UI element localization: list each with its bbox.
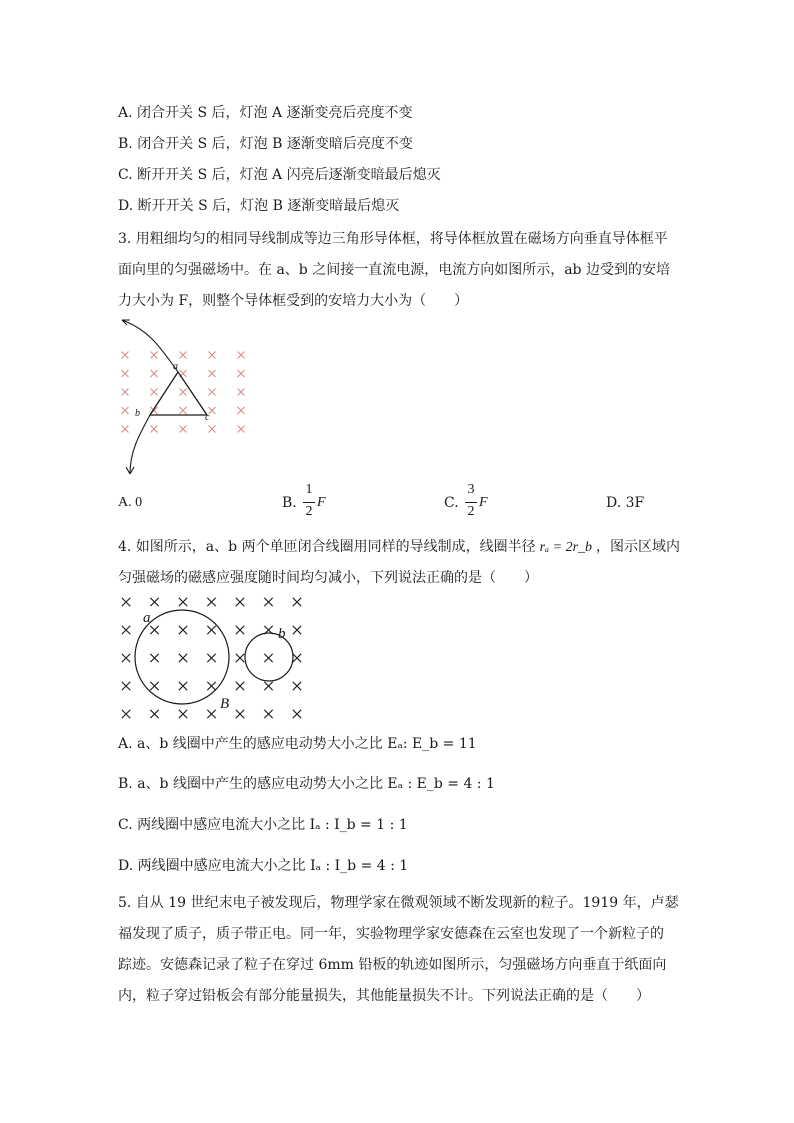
- field-cross-mark: [151, 370, 158, 377]
- q3-current-wire-in: [122, 320, 178, 372]
- q3-option-a: A. 0: [118, 495, 143, 510]
- q3-option-b-suffix: F: [317, 495, 326, 510]
- q3-figure: [110, 312, 260, 482]
- field-cross-mark: [122, 682, 130, 690]
- field-cross-mark: [180, 407, 187, 414]
- field-cross-mark: [264, 682, 272, 690]
- q3-magnetic-field-crosses: [122, 352, 245, 433]
- field-cross-mark: [207, 654, 215, 662]
- field-cross-mark: [179, 654, 187, 662]
- q4-option-d: D. 两线圈中感应电流大小之比 Iₐ : I_b = 4 : 1: [118, 858, 409, 874]
- q3-triangle-frame: [150, 372, 207, 415]
- q2-option-b: B. 闭合开关 S 后，灯泡 B 逐渐变暗后亮度不变: [118, 136, 413, 152]
- q2-option-c: C. 断开开关 S 后，灯泡 A 闪亮后逐渐变暗最后熄灭: [118, 167, 441, 183]
- field-cross-mark: [122, 654, 130, 662]
- q3-option-d: D. 3F: [606, 495, 645, 511]
- field-cross-mark: [293, 654, 301, 662]
- q3-label-c: c: [205, 412, 210, 423]
- field-cross-mark: [179, 598, 187, 606]
- q4-stem-line2: 匀强磁场的磁感应强度随时间均匀减小，下列说法正确的是（ ）: [118, 570, 538, 586]
- field-cross-mark: [122, 626, 130, 634]
- q2-option-a: A. 闭合开关 S 后，灯泡 A 逐渐变亮后亮度不变: [118, 105, 413, 121]
- field-cross-mark: [179, 710, 187, 718]
- field-cross-mark: [122, 598, 130, 606]
- field-cross-mark: [179, 682, 187, 690]
- q5-stem-line2: 福发现了质子，质子带正电。同一年，实验物理学家安德森在云室也发现了一个新粒子的: [118, 926, 664, 942]
- field-cross-mark: [180, 352, 187, 359]
- q3-option-c-numerator: 3: [467, 482, 475, 497]
- q5-stem-line1: 5. 自从 19 世纪末电子被发现后，物理学家在微观领域不断发现新的粒子。1919 年，卢瑟: [118, 895, 679, 911]
- field-cross-mark: [238, 389, 245, 396]
- field-cross-mark: [122, 407, 129, 414]
- field-cross-mark: [151, 352, 158, 359]
- q4-label-b: b: [278, 626, 286, 642]
- field-cross-mark: [236, 626, 244, 634]
- q4-option-a: A. a、b 线圈中产生的感应电动势大小之比 Eₐ: E_b = 11: [118, 736, 477, 752]
- q3-option-b-fraction-bar: [303, 502, 315, 503]
- field-cross-mark: [209, 352, 216, 359]
- field-cross-mark: [151, 389, 158, 396]
- field-cross-mark: [179, 626, 187, 634]
- field-cross-mark: [238, 370, 245, 377]
- field-cross-mark: [236, 654, 244, 662]
- q3-stem-line2: 面向里的匀强磁场中。在 a、b 之间接一直流电源，电流方向如图所示，ab 边受到的安培: [118, 262, 670, 278]
- field-cross-mark: [122, 352, 129, 359]
- field-cross-mark: [209, 407, 216, 414]
- field-cross-mark: [236, 598, 244, 606]
- field-cross-mark: [238, 426, 245, 433]
- field-cross-mark: [207, 710, 215, 718]
- field-cross-mark: [293, 682, 301, 690]
- q4-stem-line1: [118, 537, 680, 558]
- q3-stem-line1: 3. 用粗细均匀的相同导线制成等边三角形导体框，将导体框放置在磁场方向垂直导体框平: [118, 231, 668, 247]
- q3-option-c-suffix: F: [479, 495, 488, 510]
- field-cross-mark: [264, 598, 272, 606]
- q3-current-wire-out: [130, 415, 150, 474]
- field-cross-mark: [150, 598, 158, 606]
- field-cross-mark: [293, 710, 301, 718]
- q3-option-b-denominator: 2: [305, 504, 313, 519]
- field-cross-mark: [180, 389, 187, 396]
- q2-option-d: D. 断开开关 S 后，灯泡 B 逐渐变暗最后熄灭: [118, 198, 400, 214]
- field-cross-mark: [209, 370, 216, 377]
- field-cross-mark: [207, 626, 215, 634]
- q3-stem-line3: 力大小为 F，则整个导体框受到的安培力大小为（ ）: [118, 293, 469, 309]
- field-cross-mark: [150, 682, 158, 690]
- field-cross-mark: [207, 598, 215, 606]
- q4-stem-line1-b: ，图示区域内: [596, 539, 681, 555]
- field-cross-mark: [122, 389, 129, 396]
- q4-radius-equation: rₐ = 2r_b: [539, 540, 593, 555]
- field-cross-mark: [150, 626, 158, 634]
- field-cross-mark: [264, 710, 272, 718]
- q3-option-b-numerator: 1: [305, 482, 313, 497]
- field-cross-mark: [122, 370, 129, 377]
- field-cross-mark: [236, 682, 244, 690]
- field-cross-mark: [209, 426, 216, 433]
- field-cross-mark: [122, 710, 130, 718]
- field-cross-mark: [150, 654, 158, 662]
- field-cross-mark: [151, 426, 158, 433]
- field-cross-mark: [264, 654, 272, 662]
- q3-option-c-prefix: C.: [444, 495, 459, 511]
- q4-stem-line1-a: 4. 如图所示，a、b 两个单匝闭合线圈用同样的导线制成，线圈半径: [118, 539, 536, 555]
- field-cross-mark: [236, 710, 244, 718]
- field-cross-mark: [293, 598, 301, 606]
- q4-option-c: C. 两线圈中感应电流大小之比 Iₐ : I_b = 1 : 1: [118, 817, 408, 833]
- q4-label-a: a: [143, 610, 151, 626]
- q3-option-c-denominator: 2: [467, 504, 475, 519]
- q3-option-b-prefix: B.: [282, 495, 297, 511]
- q5-stem-line3: 踪迹。安德森记录了粒子在穿过 6mm 铅板的轨迹如图所示，匀强磁场方向垂直于纸面向: [118, 957, 667, 973]
- field-cross-mark: [238, 407, 245, 414]
- field-cross-mark: [150, 710, 158, 718]
- field-cross-mark: [122, 426, 129, 433]
- field-cross-mark: [209, 389, 216, 396]
- q4-figure: [112, 590, 312, 725]
- field-cross-mark: [207, 682, 215, 690]
- q5-stem-line4: 内，粒子穿过铅板会有部分能量损失，其他能量损失不计。下列说法正确的是（ ）: [118, 988, 650, 1004]
- q4-option-b: B. a、b 线圈中产生的感应电动势大小之比 Eₐ : E_b = 4 : 1: [118, 776, 495, 792]
- q3-label-a: a: [173, 361, 178, 372]
- field-cross-mark: [180, 426, 187, 433]
- field-cross-mark: [238, 352, 245, 359]
- q4-label-B: B: [220, 696, 230, 712]
- q3-label-b: b: [135, 408, 140, 419]
- q3-option-c-fraction-bar: [465, 502, 477, 503]
- field-cross-mark: [293, 626, 301, 634]
